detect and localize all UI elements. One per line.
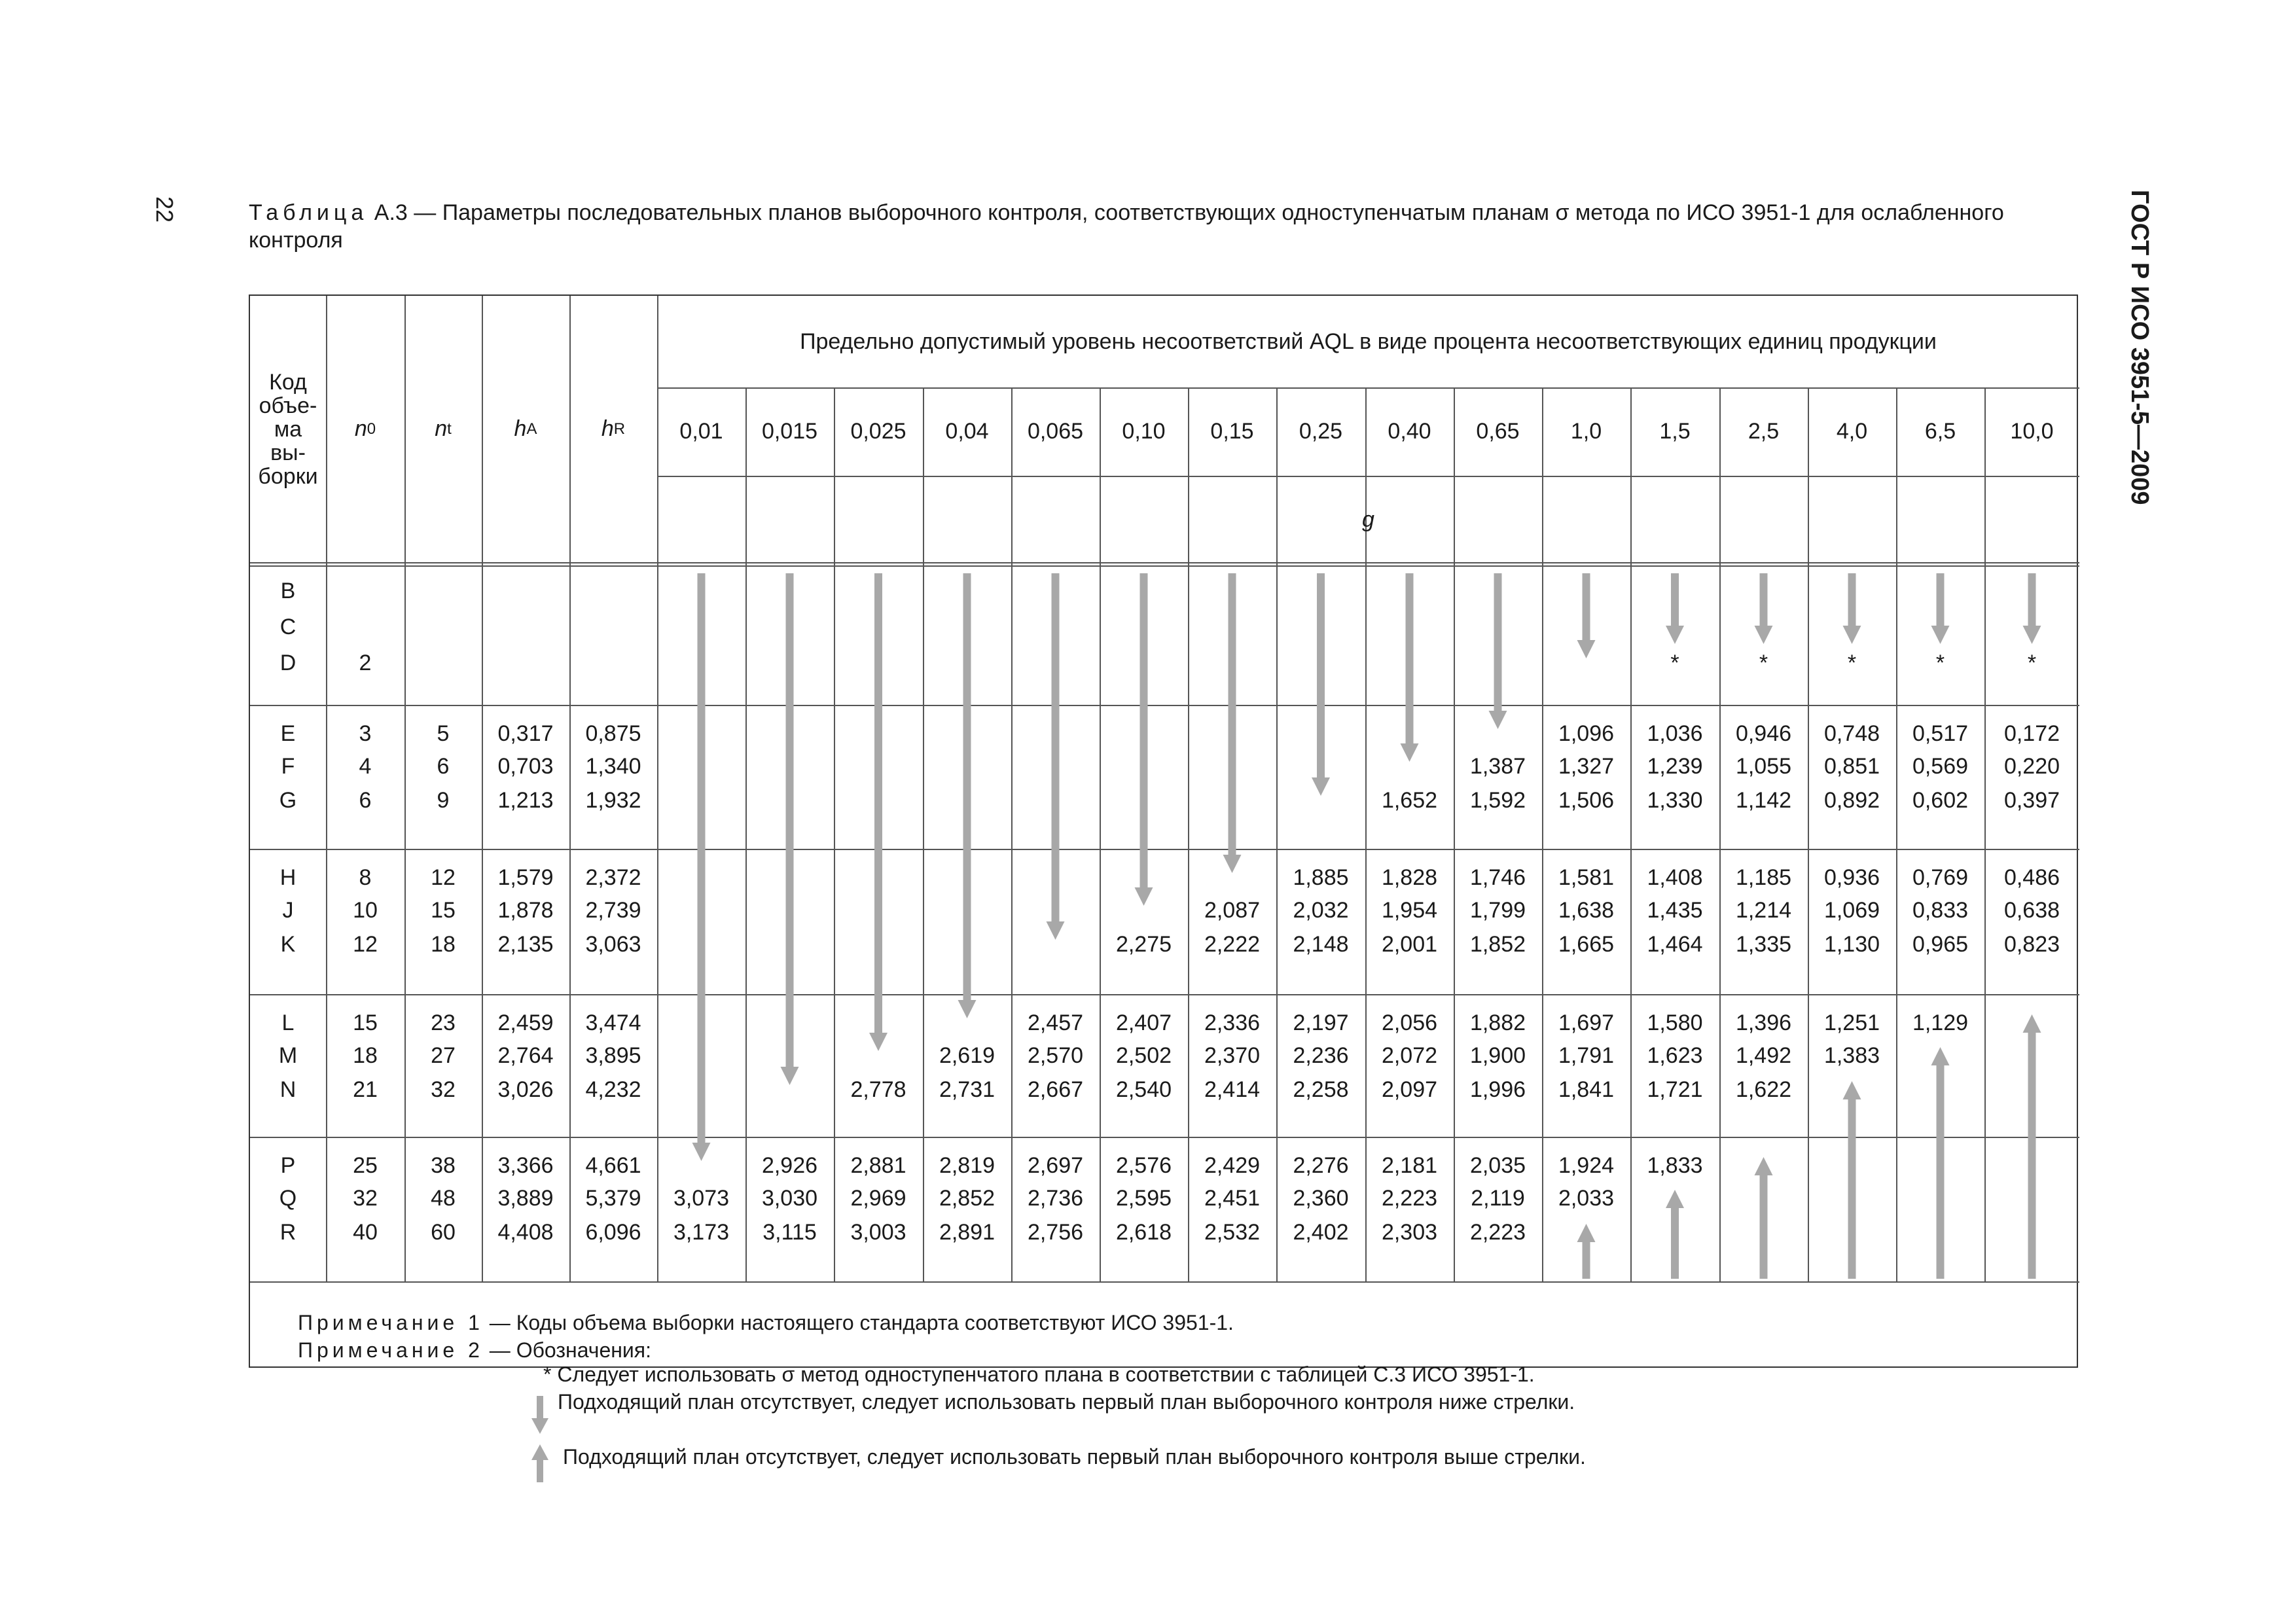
cell-g-value: 1,924: [1558, 1153, 1615, 1178]
up-arrow: [1931, 1047, 1950, 1279]
down-arrow: [1047, 573, 1065, 940]
down-arrow: [1577, 573, 1596, 658]
cell-g-value: 1,069: [1823, 898, 1880, 923]
header-aql-3: 0,04: [945, 419, 989, 444]
cell-g-value: 1,996: [1469, 1077, 1526, 1102]
cell-g-value: 0,851: [1823, 754, 1880, 779]
cell-n0: 21: [353, 1077, 378, 1102]
header-hA: h A: [514, 416, 537, 441]
cell-g-value: 2,236: [1293, 1043, 1349, 1068]
cell-g-value: 1,408: [1647, 865, 1703, 890]
cell-hA: 3,366: [497, 1153, 554, 1178]
cell-g-value: 2,258: [1293, 1077, 1349, 1102]
cell-g-value: 1,900: [1469, 1043, 1526, 1068]
cell-g-value: 3,073: [673, 1186, 730, 1211]
cell-g-value: 2,457: [1027, 1010, 1084, 1035]
header-aql-9: 0,65: [1476, 419, 1520, 444]
cell-g-value: 1,327: [1558, 754, 1615, 779]
cell-g-value: 0,823: [2003, 932, 2060, 957]
cell-g-value: 0,638: [2003, 898, 2060, 923]
cell-n0: 10: [353, 898, 378, 923]
cell-g-value: 2,891: [939, 1220, 996, 1245]
cell-g-value: 1,833: [1647, 1153, 1703, 1178]
header-aql-7: 0,25: [1299, 419, 1343, 444]
cell-g-value: 2,926: [761, 1153, 818, 1178]
cell-g-value: 2,570: [1027, 1043, 1084, 1068]
cell-hA: 2,459: [497, 1010, 554, 1035]
cell-hR: 0,875: [585, 721, 641, 746]
up-arrow: [1666, 1190, 1684, 1279]
header-aql-14: 6,5: [1924, 419, 1956, 444]
header-aql-2: 0,025: [850, 419, 906, 444]
cell-codes: C: [279, 615, 296, 639]
cell-n0: 6: [359, 788, 372, 813]
cell-g-value: 1,492: [1735, 1043, 1792, 1068]
cell-hR: 4,661: [585, 1153, 641, 1178]
cell-star: *: [1759, 651, 1768, 675]
down-arrow: [1135, 573, 1153, 906]
cell-nt: 60: [431, 1220, 456, 1245]
cell-g-value: 2,402: [1293, 1220, 1349, 1245]
cell-g-value: 2,181: [1381, 1153, 1438, 1178]
cell-g-value: 1,581: [1558, 865, 1615, 890]
cell-g-value: 0,602: [1912, 788, 1969, 813]
cell-g-value: 1,396: [1735, 1010, 1792, 1035]
cell-g-value: 1,697: [1558, 1010, 1615, 1035]
cell-g-value: 0,833: [1912, 898, 1969, 923]
cell-nt: 23: [431, 1010, 456, 1035]
cell-g-value: 1,652: [1381, 788, 1438, 813]
header-aql-8: 0,40: [1388, 419, 1431, 444]
down-arrow: [1755, 573, 1773, 644]
cell-g-value: 2,736: [1027, 1186, 1084, 1211]
sequential-plan-table: [249, 294, 2078, 1368]
cell-hR: 6,096: [585, 1220, 641, 1245]
page-number: 22: [151, 196, 178, 223]
cell-hA: 3,889: [497, 1186, 554, 1211]
cell-codes: J: [282, 898, 294, 923]
cell-g-value: 1,383: [1823, 1043, 1880, 1068]
header-g: g: [1362, 507, 1374, 532]
cell-g-value: 0,769: [1912, 865, 1969, 890]
header-aql-6: 0,15: [1210, 419, 1254, 444]
cell-g-value: 2,360: [1293, 1186, 1349, 1211]
down-arrow: [1489, 573, 1507, 729]
cell-n0: 40: [353, 1220, 378, 1245]
cell-codes: G: [279, 788, 297, 813]
cell-hR: 5,379: [585, 1186, 641, 1211]
cell-star: *: [1670, 651, 1679, 675]
cell-hA: 4,408: [497, 1220, 554, 1245]
note-2-text: — Обозначения:: [489, 1338, 652, 1362]
cell-hA: 1,579: [497, 865, 554, 890]
cell-g-value: 2,087: [1204, 898, 1261, 923]
cell-g-value: 1,638: [1558, 898, 1615, 923]
arrow-up-icon: [530, 1443, 550, 1482]
cell-nt: 6: [437, 754, 450, 779]
cell-nt: 27: [431, 1043, 456, 1068]
cell-codes: N: [279, 1077, 296, 1102]
cell-n0: 12: [353, 932, 378, 957]
cell-codes: M: [278, 1043, 298, 1068]
arrow-layer: [250, 296, 2079, 1369]
cell-hA: 1,878: [497, 898, 554, 923]
cell-hA: 0,703: [497, 754, 554, 779]
cell-hA: 0,317: [497, 721, 554, 746]
cell-g-value: 2,370: [1204, 1043, 1261, 1068]
cell-g-value: 0,172: [2003, 721, 2060, 746]
cell-g-value: 3,030: [761, 1186, 818, 1211]
down-arrow: [692, 573, 711, 1161]
down-arrow: [1843, 573, 1861, 644]
cell-g-value: 2,097: [1381, 1077, 1438, 1102]
cell-g-value: 2,969: [850, 1186, 906, 1211]
cell-g-value: 2,197: [1293, 1010, 1349, 1035]
cell-g-value: 2,119: [1471, 1186, 1525, 1211]
legend-star: * Следует использовать σ метод одноступенчатого плана в соответствии с таблицей С.3 ИСО 3951-1.: [543, 1363, 1535, 1386]
cell-g-value: 1,623: [1647, 1043, 1703, 1068]
up-arrow: [1843, 1081, 1861, 1279]
cell-g-value: 1,721: [1647, 1077, 1703, 1102]
cell-nt: 32: [431, 1077, 456, 1102]
cell-g-value: 2,033: [1558, 1186, 1615, 1211]
cell-g-value: 1,791: [1558, 1043, 1615, 1068]
cell-codes: L: [281, 1010, 295, 1035]
cell-g-value: 0,397: [2003, 788, 2060, 813]
cell-g-value: 1,330: [1647, 788, 1703, 813]
cell-g-value: 3,115: [762, 1220, 817, 1245]
cell-g-value: 1,885: [1293, 865, 1349, 890]
header-aql-5: 0,10: [1122, 419, 1166, 444]
cell-hA: 1,213: [497, 788, 554, 813]
cell-n0: 18: [353, 1043, 378, 1068]
cell-g-value: 1,665: [1558, 932, 1615, 957]
up-arrow: [2023, 1014, 2041, 1279]
cell-g-value: 1,746: [1469, 865, 1526, 890]
cell-hA: 2,764: [497, 1043, 554, 1068]
header-aql-title: Предельно допустимый уровень несоответствий AQL в виде процента несоответствующих единиц продукции: [800, 329, 1937, 354]
note-2: [298, 1336, 2065, 1364]
cell-g-value: 2,502: [1115, 1043, 1172, 1068]
cell-g-value: 1,129: [1912, 1010, 1969, 1035]
cell-n0: 25: [353, 1153, 378, 1178]
note-1-label: Примечание 1: [298, 1311, 484, 1334]
cell-g-value: 1,828: [1381, 865, 1438, 890]
cell-hR: 3,895: [585, 1043, 641, 1068]
header-n0: n 0: [354, 416, 376, 441]
down-arrow: [1401, 573, 1419, 762]
cell-codes: K: [280, 932, 296, 957]
up-arrow: [1755, 1157, 1773, 1279]
header-aql-1: 0,015: [761, 419, 818, 444]
cell-g-value: 1,841: [1558, 1077, 1615, 1102]
cell-g-value: 2,414: [1204, 1077, 1261, 1102]
cell-g-value: 2,429: [1204, 1153, 1261, 1178]
cell-g-value: 1,055: [1735, 754, 1792, 779]
cell-g-value: 1,954: [1381, 898, 1438, 923]
cell-codes: E: [280, 721, 296, 746]
cell-g-value: 2,576: [1115, 1153, 1172, 1178]
cell-g-value: 1,506: [1558, 788, 1615, 813]
cell-g-value: 2,697: [1027, 1153, 1084, 1178]
cell-g-value: 2,407: [1115, 1010, 1172, 1035]
cell-g-value: 1,036: [1647, 721, 1703, 746]
cell-g-value: 0,517: [1912, 721, 1969, 746]
cell-g-value: 1,464: [1647, 932, 1703, 957]
note-1: [298, 1309, 2065, 1336]
up-arrow: [1577, 1224, 1596, 1279]
cell-g-value: 2,532: [1204, 1220, 1261, 1245]
header-aql-12: 2,5: [1748, 419, 1780, 444]
down-arrow: [2023, 573, 2041, 644]
down-arrow: [958, 573, 977, 1018]
cell-codes: F: [281, 754, 295, 779]
cell-g-value: 1,130: [1823, 932, 1880, 957]
cell-nt: 5: [437, 721, 450, 746]
cell-g-value: 2,148: [1293, 932, 1349, 957]
cell-g-value: 1,335: [1735, 932, 1792, 957]
cell-star: *: [1847, 651, 1857, 675]
cell-g-value: 3,173: [673, 1220, 730, 1245]
cell-hR: 1,932: [585, 788, 641, 813]
cell-g-value: 0,965: [1912, 932, 1969, 957]
header-code-text: Код объе-ма вы-борки: [258, 369, 318, 489]
cell-g-value: 2,819: [939, 1153, 996, 1178]
cell-g-value: 2,667: [1027, 1077, 1084, 1102]
caption-text: А.3 — Параметры последовательных планов выборочного контроля, соответствующих одноступенчатым планам σ метода по ИСО 3951-1 для ослабленного контроля: [249, 200, 2004, 253]
cell-g-value: 1,882: [1469, 1010, 1526, 1035]
document-header: ГОСТ Р ИСО 3951-5—2009: [2126, 190, 2153, 505]
cell-hR: 3,063: [585, 932, 641, 957]
cell-g-value: 2,336: [1204, 1010, 1261, 1035]
cell-g-value: 2,451: [1204, 1186, 1261, 1211]
cell-g-value: 1,387: [1469, 754, 1526, 779]
cell-star: *: [1935, 651, 1945, 675]
notes: [298, 1309, 2065, 1364]
cell-g-value: 2,223: [1381, 1186, 1438, 1211]
cell-codes: Q: [279, 1186, 297, 1211]
legend-down: Подходящий план отсутствует, следует использовать первый план выборочного контроля ниже стрелки.: [558, 1390, 1575, 1414]
caption-prefix: Таблица: [249, 200, 368, 225]
cell-g-value: 1,852: [1469, 932, 1526, 957]
cell-g-value: 0,946: [1735, 721, 1792, 746]
cell-nt: 9: [437, 788, 450, 813]
header-aql-10: 1,0: [1570, 419, 1602, 444]
cell-n0: 4: [359, 754, 372, 779]
cell-g-value: 1,592: [1469, 788, 1526, 813]
cell-g-value: 0,892: [1823, 788, 1880, 813]
cell-g-value: 3,003: [850, 1220, 906, 1245]
down-arrow: [1666, 573, 1684, 644]
cell-g-value: 1,799: [1469, 898, 1526, 923]
cell-g-value: 1,239: [1647, 754, 1703, 779]
down-arrow: [1312, 573, 1330, 796]
down-arrow: [781, 573, 799, 1085]
cell-codes: P: [280, 1153, 296, 1178]
cell-g-value: 2,001: [1381, 932, 1438, 957]
cell-g-value: 1,214: [1735, 898, 1792, 923]
cell-g-value: 1,251: [1823, 1010, 1880, 1035]
cell-g-value: 1,142: [1735, 788, 1792, 813]
cell-g-value: 0,748: [1823, 721, 1880, 746]
down-arrow: [869, 573, 888, 1051]
cell-n0: 3: [359, 721, 372, 746]
down-arrow: [1931, 573, 1950, 644]
note-1-text: — Коды объема выборки настоящего стандарта соответствуют ИСО 3951-1.: [489, 1311, 1234, 1334]
cell-nt: 18: [431, 932, 456, 957]
cell-g-value: 1,622: [1735, 1077, 1792, 1102]
cell-g-value: 2,056: [1381, 1010, 1438, 1035]
cell-g-value: 2,223: [1469, 1220, 1526, 1245]
cell-g-value: 2,595: [1115, 1186, 1172, 1211]
header-hR: h R: [601, 416, 626, 441]
down-arrow: [1223, 573, 1242, 873]
cell-g-value: 2,303: [1381, 1220, 1438, 1245]
cell-g-value: 0,486: [2003, 865, 2060, 890]
cell-n0: 8: [359, 865, 372, 890]
cell-hR: 3,474: [585, 1010, 641, 1035]
cell-g-value: 1,435: [1647, 898, 1703, 923]
cell-codes: B: [280, 579, 296, 603]
cell-n0: 15: [353, 1010, 378, 1035]
note-2-label: Примечание 2: [298, 1338, 484, 1362]
header-aql-13: 4,0: [1836, 419, 1868, 444]
cell-g-value: 2,778: [850, 1077, 906, 1102]
cell-hR: 2,372: [585, 865, 641, 890]
table-caption: [249, 199, 2081, 254]
cell-g-value: 1,185: [1735, 865, 1792, 890]
cell-n0: 32: [353, 1186, 378, 1211]
header-nt: n t: [435, 416, 452, 441]
cell-g-value: 1,096: [1558, 721, 1615, 746]
cell-g-value: 0,569: [1912, 754, 1969, 779]
arrow-down-icon: [530, 1396, 550, 1435]
cell-g-value: 2,756: [1027, 1220, 1084, 1245]
cell-hA: 3,026: [497, 1077, 554, 1102]
cell-g-value: 1,580: [1647, 1010, 1703, 1035]
cell-g-value: 2,852: [939, 1186, 996, 1211]
header-aql-11: 1,5: [1659, 419, 1691, 444]
cell-codes: H: [279, 865, 296, 890]
cell-g-value: 2,072: [1381, 1043, 1438, 1068]
cell-g-value: 0,220: [2003, 754, 2060, 779]
cell-hR: 4,232: [585, 1077, 641, 1102]
cell-nt: 38: [431, 1153, 456, 1178]
cell-g-value: 2,032: [1293, 898, 1349, 923]
cell-n0: 2: [359, 651, 372, 675]
cell-nt: 15: [431, 898, 456, 923]
cell-g-value: 2,222: [1204, 932, 1261, 957]
legend-up: Подходящий план отсутствует, следует использовать первый план выборочного контроля выше стрелки.: [563, 1445, 1586, 1469]
cell-g-value: 2,881: [850, 1153, 906, 1178]
cell-nt: 12: [431, 865, 456, 890]
header-aql-0: 0,01: [679, 419, 723, 444]
cell-codes: D: [279, 651, 296, 675]
cell-g-value: 2,619: [939, 1043, 996, 1068]
cell-hR: 1,340: [585, 754, 641, 779]
cell-star: *: [2027, 651, 2037, 675]
cell-g-value: 2,275: [1115, 932, 1172, 957]
cell-g-value: 2,618: [1115, 1220, 1172, 1245]
cell-hR: 2,739: [585, 898, 641, 923]
cell-g-value: 2,276: [1293, 1153, 1349, 1178]
header-aql-15: 10,0: [2010, 419, 2054, 444]
cell-g-value: 0,936: [1823, 865, 1880, 890]
cell-hA: 2,135: [497, 932, 554, 957]
cell-g-value: 2,731: [939, 1077, 996, 1102]
header-aql-4: 0,065: [1027, 419, 1084, 444]
cell-codes: R: [279, 1220, 296, 1245]
cell-g-value: 2,540: [1115, 1077, 1172, 1102]
cell-g-value: 2,035: [1469, 1153, 1526, 1178]
cell-nt: 48: [431, 1186, 456, 1211]
